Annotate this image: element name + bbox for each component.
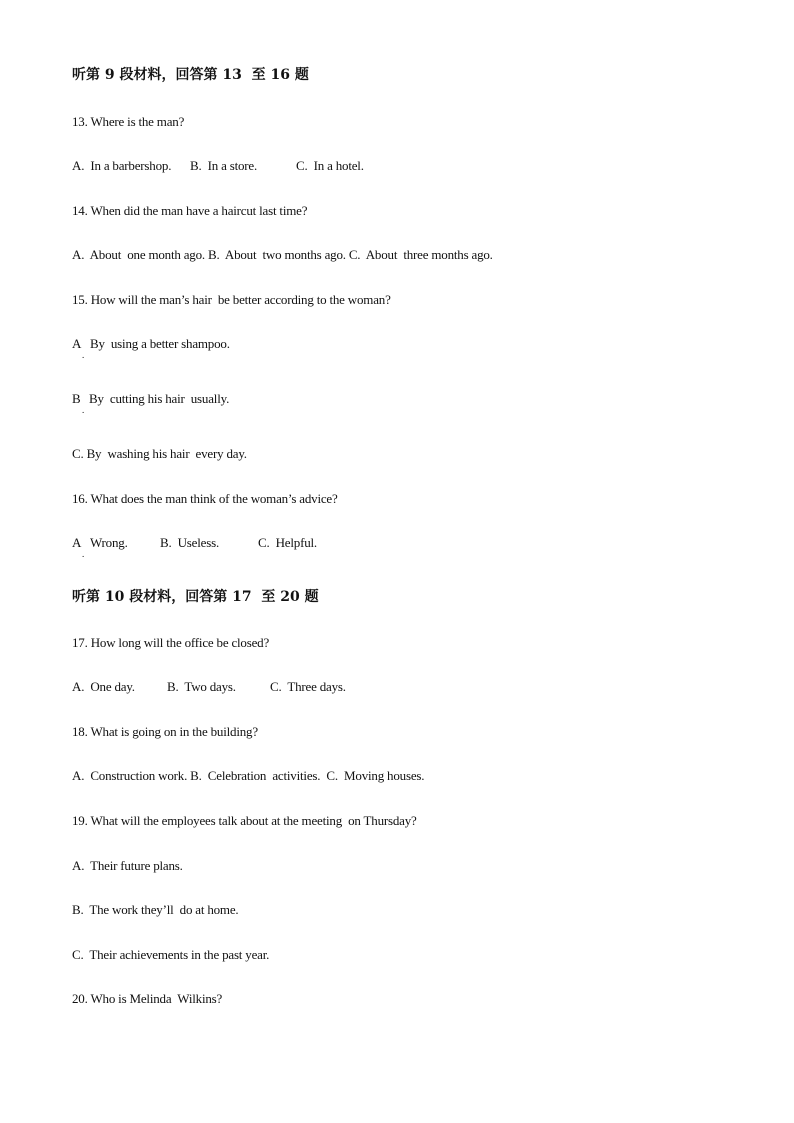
- option-c: C. Three days.: [270, 679, 346, 694]
- option-c: C. In a hotel.: [296, 158, 364, 173]
- option-b: B. In a store.: [190, 158, 258, 173]
- question-19-option-c: C. Their achievements in the past year.: [72, 947, 270, 962]
- option-marker-dot: .: [82, 549, 85, 559]
- option-marker-dot: .: [82, 405, 85, 415]
- option-a-text: By using a better shampoo.: [90, 336, 230, 351]
- option-a-letter: A: [72, 535, 82, 550]
- section-10-heading: 听第 10 段材料，回答第 17 至 20 题: [72, 589, 319, 605]
- question-19-option-a: A. Their future plans.: [72, 858, 183, 873]
- question-13: 13. Where is the man?: [72, 114, 185, 129]
- question-17: 17. How long will the office be closed?: [72, 635, 270, 650]
- section-9-heading: 听第 9 段材料，回答第 13 至 16 题: [72, 67, 309, 83]
- question-15-option-a: [72, 336, 230, 384]
- option-c: C. Helpful.: [258, 535, 317, 550]
- question-19: 19. What will the employees talk about at the meeting on Thursday?: [72, 813, 417, 828]
- question-18-options: A. Construction work. B. Celebration activities. C. Moving houses.: [72, 768, 425, 783]
- option-a: A. One day.: [72, 679, 135, 694]
- option-b: B. Two days.: [167, 679, 236, 694]
- question-18: 18. What is going on in the building?: [72, 724, 258, 739]
- option-a-text: Wrong.: [90, 535, 128, 550]
- question-15: 15. How will the man’s hair be better according to the woman?: [72, 292, 391, 307]
- option-b: B. Useless.: [160, 535, 219, 550]
- option-marker-dot: .: [82, 350, 85, 360]
- option-b-letter: B: [72, 391, 81, 406]
- question-14-options: A. About one month ago. B. About two months ago. C. About three months ago.: [72, 247, 493, 262]
- option-b-text: By cutting his hair usually.: [89, 391, 230, 406]
- option-a: A. In a barbershop.: [72, 158, 172, 173]
- question-14: 14. When did the man have a haircut last time?: [72, 203, 308, 218]
- question-15-option-c: C. By washing his hair every day.: [72, 446, 247, 461]
- question-20: 20. Who is Melinda Wilkins?: [72, 991, 223, 1006]
- question-19-option-b: B. The work they’ll do at home.: [72, 902, 239, 917]
- question-16: 16. What does the man think of the woman’s advice?: [72, 491, 338, 506]
- option-a-letter: A: [72, 336, 82, 351]
- question-15-option-b: [72, 391, 230, 439]
